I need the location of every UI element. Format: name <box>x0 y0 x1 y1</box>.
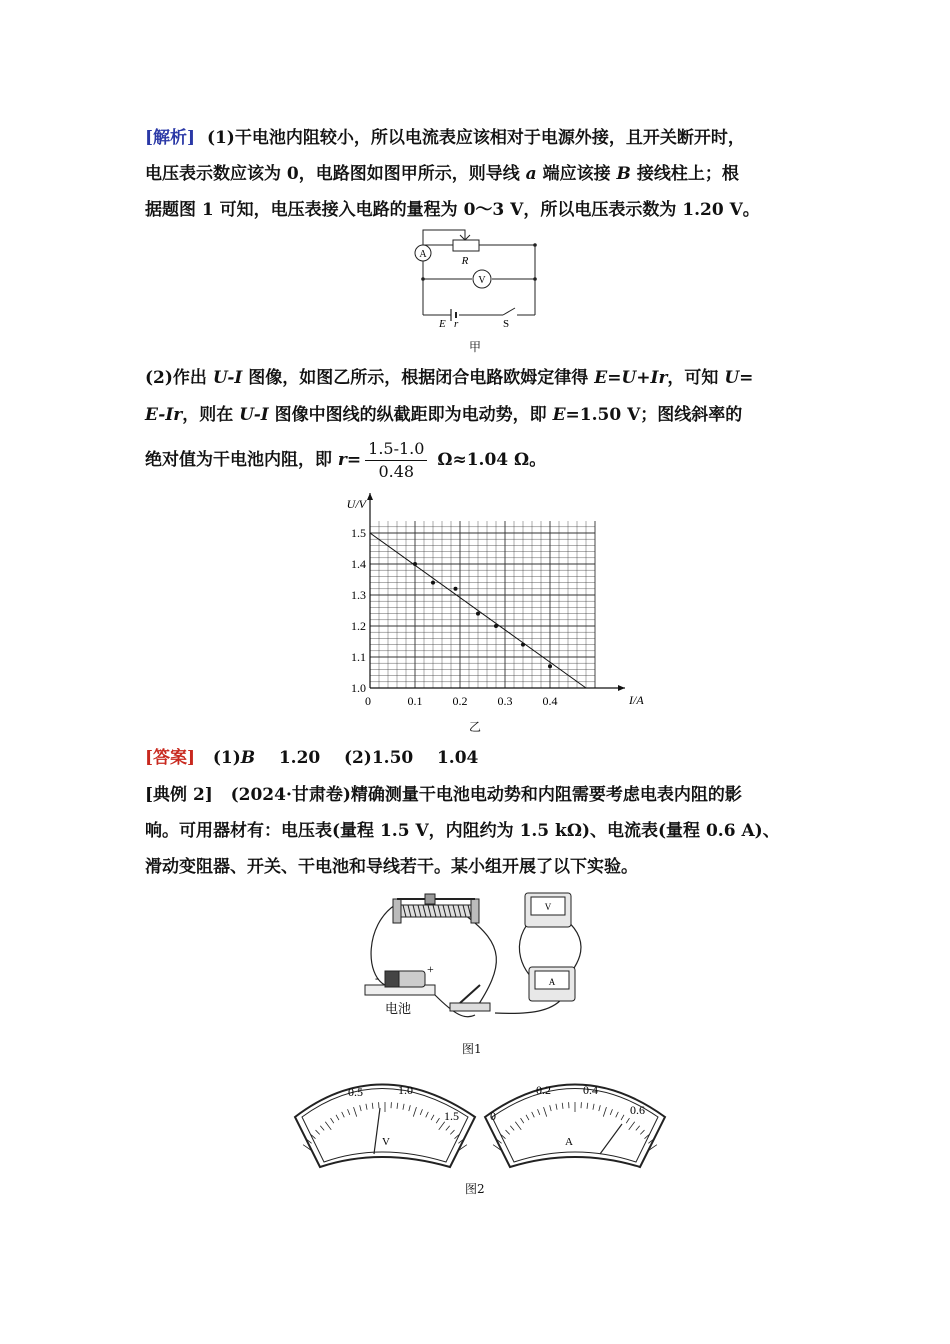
example-text-3: 滑动变阻器、开关、干电池和导线若干。某小组开展了以下实验。 <box>145 857 638 877</box>
answer-line <box>145 740 805 776</box>
x-axis-arrow <box>618 685 625 691</box>
a2-e: E <box>552 405 566 425</box>
battery <box>365 962 435 1016</box>
a2-ui-1: U-I <box>212 368 243 388</box>
a-unit: A <box>565 1136 573 1148</box>
answer-part1-choice: B <box>240 748 256 768</box>
battery-label: 电池 <box>385 1001 412 1016</box>
example-text-1: (2024·甘肃卷)精确测量干电池电动势和内阻需要考虑电表内阻的影 <box>230 785 742 805</box>
a2-r: r <box>337 450 347 470</box>
circuit-caption: 甲 <box>469 340 482 354</box>
analysis2-paragraph <box>145 360 805 483</box>
a2-e-ir: E-Ir <box>145 405 183 425</box>
a2-t5: 图像中图线的纵截距即为电动势，即 <box>268 405 553 425</box>
analysis-line-3 <box>145 192 805 228</box>
data-point <box>476 612 480 616</box>
ammeter-label: A <box>419 249 427 260</box>
y-tick-label: 1.4 <box>351 557 366 571</box>
analysis2-line-2 <box>145 397 805 434</box>
a2-t5-val: =1.50 V；图线斜率的 <box>565 405 743 425</box>
analysis2-line-1 <box>145 360 805 397</box>
v-tick-1.5: 1.5 <box>444 1109 459 1123</box>
a-tick-0.4: 0.4 <box>583 1083 598 1097</box>
example-tag: [典例 2] <box>145 785 213 805</box>
voltmeter-dial <box>295 1083 475 1167</box>
answer-part2-emf: (2)1.50 <box>343 748 414 768</box>
analysis-text-3: 据题图 1 可知，电压表接入电路的量程为 0～3 V，所以电压表示数为 1.20 V。 <box>145 200 760 220</box>
y-tick-label: 1.2 <box>351 619 366 633</box>
a-tick-0.6: 0.6 <box>630 1103 645 1117</box>
a2-ui-2: U-I <box>239 405 269 425</box>
analysis-tag: [解析] <box>145 128 196 148</box>
internal-resistance-label: r <box>454 318 459 330</box>
data-point <box>548 664 552 668</box>
a2-t6: 绝对值为干电池内阻，即 <box>145 450 338 470</box>
example-line-2 <box>145 813 805 849</box>
answer-part1-label: (1) <box>212 748 241 768</box>
data-point <box>431 581 435 585</box>
x-tick-label: 0.1 <box>407 694 423 708</box>
resistance-fraction <box>365 438 427 483</box>
analysis2-line-3 <box>145 438 805 483</box>
wire-rheostat-switch <box>465 915 496 1010</box>
figure2-caption: 图2 <box>465 1182 485 1196</box>
meter-dials <box>290 1072 670 1177</box>
y-tick-label: 1.0 <box>351 681 366 695</box>
example-paragraph <box>145 777 805 885</box>
a-tick-0.2: 0.2 <box>536 1083 551 1097</box>
v-tick-1.0: 1.0 <box>398 1083 413 1097</box>
a2-t6-end: Ω≈1.04 Ω。 <box>431 450 547 470</box>
y-tick-label: 1.1 <box>351 650 366 664</box>
var-a: a <box>525 164 537 184</box>
analysis-text-2a: 电压表示数应该为 0，电路图如图甲所示，则导线 <box>145 164 526 184</box>
ui-graph <box>335 488 644 718</box>
battery-plus: + <box>427 962 434 976</box>
analysis-line-1 <box>145 120 805 156</box>
var-B: B <box>616 164 631 184</box>
fraction-denominator: 0.48 <box>378 462 415 481</box>
example-line-3 <box>145 849 805 885</box>
a2-t2: 图像，如图乙所示，根据闭合电路欧姆定律得 <box>242 368 595 388</box>
y-axis-label: U/V <box>346 497 366 511</box>
switch <box>450 985 490 1011</box>
rheostat <box>393 894 479 923</box>
y-tick-label: 1.3 <box>351 588 366 602</box>
data-point <box>454 587 458 591</box>
a2-equals: = <box>346 450 362 470</box>
data-point <box>521 643 525 647</box>
answer-part2-resistance: 1.04 <box>436 748 479 768</box>
ammeter-dial <box>485 1083 665 1167</box>
example-line-1 <box>145 777 805 813</box>
analysis-text-1: (1)干电池内阻较小，所以电流表应该相对于电源外接，且开关断开时， <box>206 128 745 148</box>
x-axis-label: I/A <box>629 693 644 707</box>
voltmeter <box>525 893 571 927</box>
y-tick-label: 1.5 <box>351 526 366 540</box>
data-point <box>494 624 498 628</box>
circuit-diagram <box>405 225 545 335</box>
data-point <box>413 562 417 566</box>
switch-label: S <box>503 318 510 330</box>
a2-t3: ，可知 <box>667 368 725 388</box>
a2-u: U= <box>724 368 754 388</box>
a2-t4: ，则在 <box>182 405 240 425</box>
a2-t1: (2)作出 <box>145 368 213 388</box>
voltmeter-face-label: V <box>544 902 552 912</box>
analysis-text-2b: 端应该接 <box>536 164 617 184</box>
x-tick-label: 0.2 <box>452 694 468 708</box>
battery-minus: - <box>375 971 379 985</box>
voltmeter-label: V <box>478 275 486 286</box>
a2-eq: E=U+Ir <box>594 368 668 388</box>
analysis-line-2 <box>145 156 805 192</box>
rheostat-body <box>453 240 479 251</box>
x-tick-0: 0 <box>365 694 371 708</box>
x-tick-label: 0.3 <box>497 694 513 708</box>
a-tick-0: 0 <box>490 1109 496 1123</box>
figure1-caption: 图1 <box>462 1042 482 1056</box>
v-unit: V <box>382 1136 390 1148</box>
analysis-text-2c: 接线柱上；根 <box>630 164 739 184</box>
x-tick-label: 0.4 <box>542 694 558 708</box>
graph-caption: 乙 <box>469 720 482 734</box>
ammeter <box>529 967 575 1001</box>
apparatus-figure <box>355 885 615 1025</box>
y-axis-arrow <box>367 493 373 500</box>
analysis-paragraph <box>145 120 805 228</box>
graph-grid <box>370 521 595 688</box>
example-text-2: 响。可用器材有：电压表(量程 1.5 V，内阻约为 1.5 kΩ)、电流表(量程 0.6 A)、 <box>145 821 780 841</box>
ammeter-face-label: A <box>548 977 556 987</box>
emf-label: E <box>439 318 446 330</box>
answer-tag: [答案] <box>145 748 196 768</box>
answer-part1-value: 1.20 <box>278 748 321 768</box>
fraction-numerator: 1.5-1.0 <box>365 438 427 461</box>
v-tick-0.5: 0.5 <box>348 1085 363 1099</box>
rheostat-label: R <box>461 255 469 267</box>
